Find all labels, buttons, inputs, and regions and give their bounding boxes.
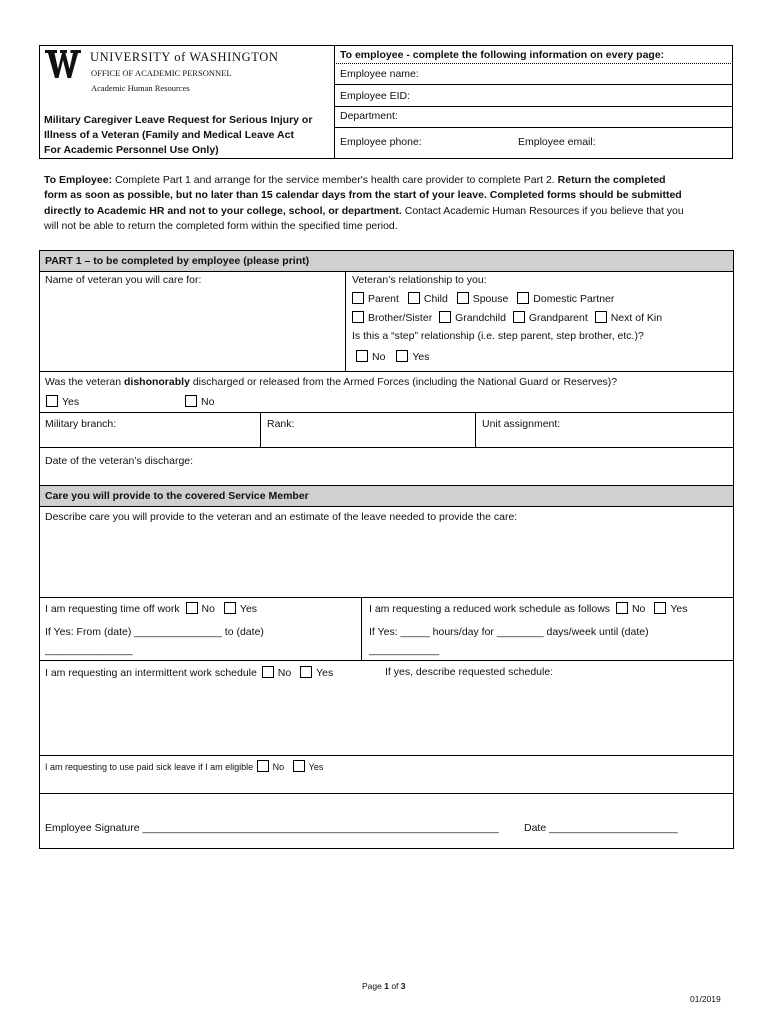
row-divider: [39, 660, 734, 661]
intermittent-yes-checkbox[interactable]: [300, 666, 312, 678]
page-total: 3: [400, 981, 406, 991]
reduced-schedule-cont: ____________: [369, 644, 440, 656]
time-off-dates: If Yes: From (date) _______________ to (date): [45, 626, 264, 638]
time-off-question: [45, 602, 257, 615]
step-relationship-options: [356, 350, 430, 363]
intermittent-describe-label: If yes, describe requested schedule:: [385, 666, 554, 678]
intro-line3-bold: directly to Academic HR and not to your college, school, or department.: [44, 205, 402, 217]
intermittent-no-label: No: [277, 667, 292, 679]
employee-phone-label: Employee phone:: [340, 136, 422, 148]
parent-checkbox[interactable]: [352, 292, 364, 304]
row-divider: [39, 506, 734, 507]
reduced-schedule-question: [369, 602, 687, 615]
intro-line1: [44, 174, 666, 186]
dishonor-yes-label: Yes: [62, 396, 80, 408]
describe-care-field[interactable]: [44, 527, 728, 595]
military-branch-label: Military branch:: [45, 418, 117, 430]
reduced-yes-label: Yes: [670, 603, 688, 615]
page-label: Page: [362, 981, 385, 991]
next-of-kin-checkbox[interactable]: [595, 311, 607, 323]
signature-date-field[interactable]: Date ______________________: [524, 822, 678, 834]
col-divider: [260, 412, 261, 447]
sick-leave-yes-checkbox[interactable]: [293, 760, 305, 772]
time-off-dates-cont: _______________: [45, 644, 133, 656]
intro-line1-text: Complete Part 1 and arrange for the service member's health care provider to complete Part 2.: [112, 174, 558, 186]
describe-care-label: Describe care you will provide to the veteran and an estimate of the leave needed to provide the care:: [45, 511, 518, 523]
office-name: OFFICE OF ACADEMIC PERSONNEL: [91, 68, 232, 78]
dishonor-question: [45, 376, 617, 388]
university-name: UNIVERSITY of WASHINGTON: [90, 50, 279, 64]
sick-leave-yes-label: Yes: [308, 762, 324, 772]
child-checkbox[interactable]: [408, 292, 420, 304]
intro-line4: will not be able to return the completed form within the specified time period.: [44, 220, 398, 232]
form-title-line1: Military Caregiver Leave Request for Serious Injury or: [44, 114, 313, 126]
row-divider: [39, 371, 734, 372]
reduced-schedule-detail: If Yes: _____ hours/day for ________ days/week until (date): [369, 626, 649, 638]
part1-header: PART 1 – to be completed by employee (please print): [45, 255, 310, 267]
row-divider: [39, 597, 734, 598]
dishonor-no: [185, 395, 214, 408]
employee-instructions: To employee - complete the following information on every page:: [340, 49, 665, 61]
form-title-line2: Illness of a Veteran (Family and Medical Leave Act: [44, 129, 294, 141]
care-header: Care you will provide to the covered Service Member: [45, 490, 309, 502]
veteran-name-label: Name of veteran you will care for:: [45, 274, 202, 286]
spouse-label: Spouse: [472, 293, 509, 305]
intermittent-yes-label: Yes: [316, 667, 334, 679]
relationship-row1: [352, 292, 614, 305]
domestic-partner-label: Domestic Partner: [533, 293, 615, 305]
sick-leave-no-checkbox[interactable]: [257, 760, 269, 772]
page-current: 1: [384, 981, 389, 991]
dishonor-question-c: discharged or released from the Armed Forces (including the National Guard or Reserves)?: [189, 376, 618, 388]
step-no-checkbox[interactable]: [356, 350, 368, 362]
sick-leave-label: I am requesting to use paid sick leave if I am eligible: [45, 762, 254, 772]
revision-date: 01/2019: [690, 994, 721, 1004]
dishonor-question-b: dishonorably: [123, 376, 190, 388]
row-divider: [39, 271, 734, 272]
reduced-yes-checkbox[interactable]: [654, 602, 666, 614]
dishonor-question-a: Was the veteran: [45, 376, 124, 388]
col-divider: [361, 597, 362, 660]
row-divider: [334, 106, 733, 107]
employee-name-label: Employee name:: [340, 68, 419, 80]
row-divider: [39, 412, 734, 413]
intermittent-describe-field[interactable]: [44, 684, 728, 750]
step-yes-checkbox[interactable]: [396, 350, 408, 362]
col-divider: [475, 412, 476, 447]
department-name: Academic Human Resources: [91, 83, 190, 93]
employee-eid-label: Employee EID:: [340, 90, 411, 102]
intro-line3-text: Contact Academic Human Resources if you believe that you: [401, 205, 684, 217]
instruction-underline: [334, 63, 733, 64]
sick-leave-question: [45, 760, 323, 772]
relationship-row2: [352, 311, 662, 324]
employee-signature-field[interactable]: Employee Signature _____________________________________________________________: [45, 822, 499, 834]
grandchild-checkbox[interactable]: [439, 311, 451, 323]
spouse-checkbox[interactable]: [457, 292, 469, 304]
row-divider: [39, 447, 734, 448]
dishonor-no-checkbox[interactable]: [185, 395, 197, 407]
unit-assignment-label: Unit assignment:: [482, 418, 561, 430]
row-divider: [39, 793, 734, 794]
relationship-label: Veteran’s relationship to you:: [352, 274, 487, 286]
discharge-date-label: Date of the veteran’s discharge:: [45, 455, 194, 467]
col-divider: [345, 271, 346, 371]
form-title-line3: For Academic Personnel Use Only): [44, 144, 219, 156]
uw-logo-w-icon: [45, 50, 81, 78]
dishonor-yes: [46, 395, 79, 408]
grandparent-checkbox[interactable]: [513, 311, 525, 323]
page-of: of: [388, 981, 401, 991]
intermittent-question: [45, 666, 333, 679]
step-no-label: No: [372, 351, 386, 363]
sibling-label: Brother/Sister: [368, 312, 433, 324]
time-off-no-checkbox[interactable]: [186, 602, 198, 614]
domestic-partner-checkbox[interactable]: [517, 292, 529, 304]
step-yes-label: Yes: [412, 351, 430, 363]
department-label: Department:: [340, 110, 398, 122]
page-number: [362, 981, 406, 991]
time-off-yes-checkbox[interactable]: [224, 602, 236, 614]
rank-label: Rank:: [267, 418, 295, 430]
employee-email-label: Employee email:: [518, 136, 596, 148]
veteran-name-field[interactable]: [44, 290, 340, 366]
intro-line3: [44, 205, 684, 217]
grandparent-label: Grandparent: [528, 312, 588, 324]
intermittent-label: I am requesting an intermittent work schedule: [45, 667, 257, 679]
child-label: Child: [423, 293, 448, 305]
intro-line2: form as soon as possible, but no later than 15 calendar days from the start of your leave. Completed forms should be submitted: [44, 189, 682, 201]
time-off-no-label: No: [201, 603, 215, 615]
next-of-kin-label: Next of Kin: [610, 312, 663, 324]
intro-lead: To Employee:: [44, 174, 113, 186]
reduced-no-checkbox[interactable]: [616, 602, 628, 614]
dishonor-no-label: No: [201, 396, 215, 408]
row-divider: [334, 127, 733, 128]
sibling-checkbox[interactable]: [352, 311, 364, 323]
intermittent-no-checkbox[interactable]: [262, 666, 274, 678]
reduced-schedule-label: I am requesting a reduced work schedule as follows: [369, 603, 611, 615]
time-off-yes-label: Yes: [239, 603, 258, 615]
row-divider: [334, 84, 733, 85]
step-relationship-question: Is this a “step” relationship (i.e. step parent, step brother, etc.)?: [352, 330, 644, 342]
sick-leave-no-label: No: [272, 762, 285, 772]
intro-line1-bold: Return the completed: [557, 174, 666, 186]
reduced-no-label: No: [631, 603, 646, 615]
parent-label: Parent: [368, 293, 399, 305]
grandchild-label: Grandchild: [455, 312, 506, 324]
dishonor-yes-checkbox[interactable]: [46, 395, 58, 407]
row-divider: [39, 755, 734, 756]
time-off-label: I am requesting time off work: [45, 603, 180, 615]
